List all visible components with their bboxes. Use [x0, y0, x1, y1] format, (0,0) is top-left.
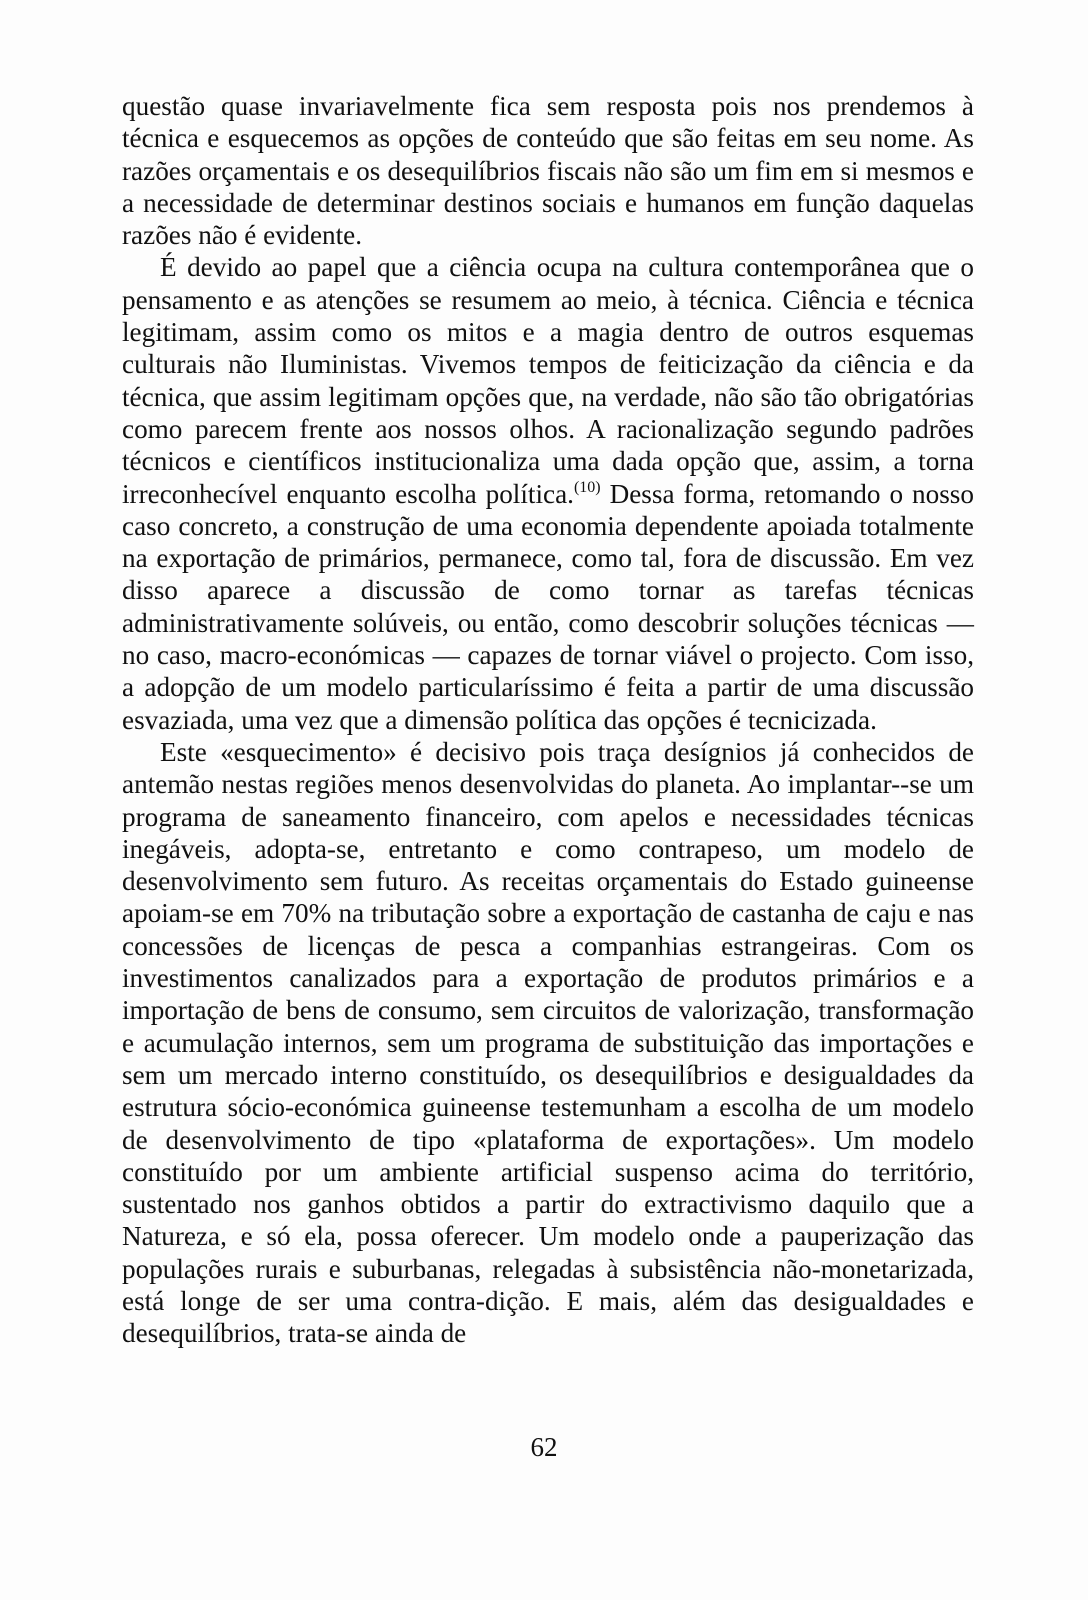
- paragraph-1: questão quase invariavelmente fica sem resposta pois nos prendemos à técnica e esquecemos as opções de conteúdo que são feitas em seu nome. As razões orçamentais e os desequilíbrios fiscais não são um fim em si mesmos e a necessidade de determinar destinos sociais e humanos em função daquelas razões não é evidente.: [122, 91, 974, 251]
- footnote-reference: (10): [573, 478, 601, 496]
- body-text: [122, 90, 974, 1350]
- paragraph-2-text-b: Dessa forma, retomando o nosso caso concreto, a construção de uma economia dependente apoiada totalmente na exportação de primários, permanece, como tal, fora de discussão. Em vez disso aparece a discussão de como tornar as tarefas técnicas administrativamente solúveis, ou então, como descobrir soluções técnicas — no caso, macro-económicas — capazes de tornar viável o projecto. Com isso, a adopção de um modelo particularíssimo é feita a partir de uma discussão esvaziada, uma vez que a dimensão política das opções é tecnicizada.: [122, 478, 974, 735]
- paragraph-2-text-a: É devido ao papel que a ciência ocupa na cultura contemporânea que o pensamento e as atenções se resumem ao meio, à técnica. Ciência e técnica legitimam, assim como os mitos e a magia dentro de outros esquemas culturais não Iluministas. Vivemos tempos de feiticização da ciência e da técnica, que assim legitimam opções que, na verdade, não são tão obrigatórias como parecem frente aos nossos olhos. A racionalização segundo padrões técnicos e científicos institucionaliza uma dada opção que, assim, a torna irreconhecível enquanto escolha política.: [122, 252, 974, 509]
- paragraph-2: [122, 251, 974, 735]
- page-number: 62: [530, 1432, 558, 1462]
- paragraph-3: Este «esquecimento» é decisivo pois traça desígnios já conhecidos de antemão nestas regiões menos desenvolvidas do planeta. Ao implantar--se um programa de saneamento financeiro, com apelos e necessidades técnicas inegáveis, adopta-se, entretanto e como contrapeso, um modelo de desenvolvimento sem futuro. As receitas orçamentais do Estado guineense apoiam-se em 70% na tributação sobre a exportação de castanha de caju e nas concessões de licenças de pesca a companhias estrangeiras. Com os investimentos canalizados para a exportação de produtos primários e a importação de bens de consumo, sem circuitos de valorização, transformação e acumulação internos, sem um programa de substituição das importações e sem um mercado interno constituído, os desequilíbrios e desigualdades da estrutura sócio-económica guineense testemunham a escolha de um modelo de desenvolvimento de tipo «plataforma de exportações». Um modelo constituído por um ambiente artificial suspenso acima do território, sustentado nos ganhos obtidos a partir do extractivismo daquilo que a Natureza, e só ela, possa oferecer. Um modelo onde a pauperização das populações rurais e suburbanas, relegadas à subsistência não-monetarizada, está longe de ser uma contra-dição. E mais, além das desigualdades e desequilíbrios, trata-se ainda de: [122, 736, 974, 1349]
